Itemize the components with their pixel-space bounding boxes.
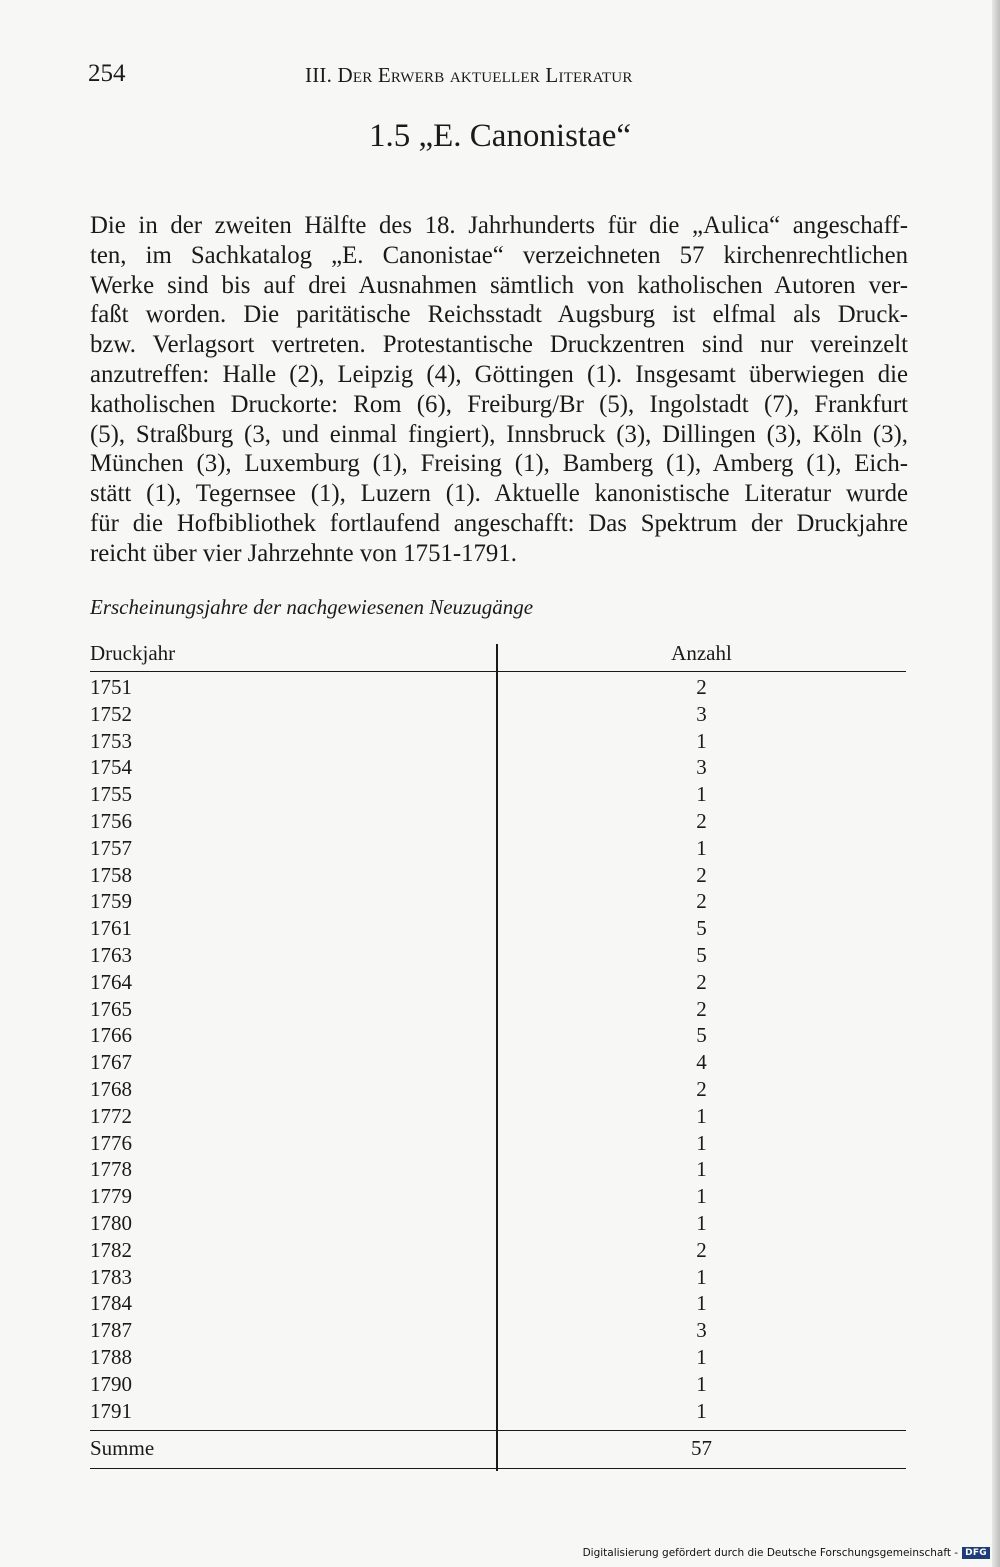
paragraph-line: München (3), Luxemburg (1), Freising (1), Bamberg (1), Amberg (1), Eich- [90, 450, 908, 478]
row-year: 1782 [90, 1237, 132, 1262]
section-title: 1.5 „E. Canonistae“ [368, 118, 632, 154]
table-row [90, 1103, 906, 1130]
table-row [90, 728, 906, 755]
table-row [90, 1398, 906, 1425]
table-row [90, 1290, 906, 1317]
row-count: 5 [696, 1023, 707, 1048]
header-count: Anzahl [671, 641, 732, 665]
row-count: 1 [696, 835, 707, 860]
row-year: 1757 [90, 835, 132, 860]
table-row [90, 1210, 906, 1237]
row-count: 5 [696, 916, 707, 941]
table-header-row [90, 634, 906, 672]
table-row [90, 808, 906, 835]
table-caption: Erscheinungsjahre der nachgewiesenen Neuzugänge [90, 595, 534, 619]
row-count: 2 [696, 675, 707, 699]
paragraph-line: anzutreffen: Halle (2), Leipzig (4), Göttingen (1). Insgesamt überwiegen die [90, 360, 908, 388]
paragraph-line: Die in der zweiten Hälfte des 18. Jahrhunderts für die „Aulica“ angeschaff- [90, 212, 908, 239]
row-year: 1766 [90, 1023, 132, 1048]
row-year: 1755 [90, 782, 132, 807]
row-count: 2 [696, 1237, 707, 1262]
paragraph-line: bzw. Verlagsort vertreten. Protestantische Druckzentren sind nur vereinzelt [90, 331, 908, 359]
row-year: 1788 [90, 1344, 132, 1369]
row-count: 1 [696, 1130, 707, 1155]
page-number: 254 [88, 60, 126, 87]
row-year: 1784 [90, 1291, 132, 1316]
table-row [90, 1371, 906, 1398]
row-year: 1751 [90, 675, 132, 699]
row-year: 1768 [90, 1076, 132, 1101]
table-row [90, 701, 906, 728]
table-row [90, 996, 906, 1023]
paragraph-line: faßt worden. Die paritätische Reichsstadt Augsburg ist elfmal als Druck- [90, 301, 908, 329]
header-year: Druckjahr [90, 641, 176, 665]
table-body [90, 672, 906, 1431]
table-row [90, 915, 906, 942]
table-row [90, 1156, 906, 1183]
table-sum-row [90, 1431, 906, 1469]
row-count: 1 [696, 1184, 707, 1209]
row-count: 2 [696, 969, 707, 994]
table-row [90, 1076, 906, 1103]
dfg-logo: DFG [962, 1547, 990, 1559]
row-count: 2 [696, 862, 707, 887]
table-row [90, 1049, 906, 1076]
sum-value: 57 [691, 1436, 712, 1460]
table-row [90, 942, 906, 969]
row-count: 4 [696, 1050, 707, 1075]
table-row [90, 835, 906, 862]
running-head: III. Der Erwerb aktueller Literatur [305, 63, 633, 87]
paragraph-line: katholischen Druckorte: Rom (6), Freiburg/Br (5), Ingolstadt (7), Frankfurt [90, 390, 908, 418]
row-year: 1791 [90, 1398, 132, 1423]
row-year: 1783 [90, 1264, 132, 1289]
row-count: 2 [696, 889, 707, 914]
row-year: 1780 [90, 1210, 132, 1235]
table-row [90, 754, 906, 781]
row-count: 1 [696, 1103, 707, 1128]
digitization-credit [583, 1546, 990, 1560]
table-row [90, 862, 906, 889]
paragraph-line: ten, im Sachkatalog „E. Canonistae“ verzeichneten 57 kirchenrechtlichen [90, 241, 908, 269]
table-row [90, 1130, 906, 1157]
row-year: 1754 [90, 755, 132, 780]
row-year: 1761 [90, 916, 132, 941]
table-row [90, 1317, 906, 1344]
row-count: 1 [696, 1344, 707, 1369]
paragraph-line: für die Hofbibliothek fortlaufend angeschafft: Das Spektrum der Druckjahre [90, 509, 908, 537]
row-count: 1 [696, 1291, 707, 1316]
paragraph-line: (5), Straßburg (3, und einmal fingiert), Innsbruck (3), Dillingen (3), Köln (3), [90, 420, 908, 448]
row-year: 1753 [90, 728, 132, 753]
page-edge-shadow [992, 0, 1000, 1567]
row-year: 1779 [90, 1184, 132, 1209]
row-count: 3 [696, 755, 707, 780]
table-row [90, 1237, 906, 1264]
table-row [90, 1183, 906, 1210]
row-year: 1787 [90, 1318, 132, 1343]
row-count: 1 [696, 728, 707, 753]
row-year: 1758 [90, 862, 132, 887]
table-row [90, 674, 906, 701]
row-year: 1790 [90, 1371, 132, 1396]
credit-text: Digitalisierung gefördert durch die Deutsche Forschungsgemeinschaft - [582, 1547, 959, 1559]
body-paragraph [90, 211, 908, 569]
row-count: 1 [696, 1398, 707, 1423]
table-row [90, 1344, 906, 1371]
row-year: 1763 [90, 942, 132, 967]
row-year: 1776 [90, 1130, 132, 1155]
row-count: 1 [696, 1157, 707, 1182]
print-years-table [90, 634, 906, 1469]
row-count: 3 [696, 1318, 707, 1343]
row-year: 1752 [90, 701, 132, 726]
table-row [90, 888, 906, 915]
row-year: 1764 [90, 969, 132, 994]
row-count: 1 [696, 782, 707, 807]
row-count: 3 [696, 701, 707, 726]
row-count: 2 [696, 996, 707, 1021]
row-year: 1756 [90, 808, 132, 833]
row-year: 1759 [90, 889, 132, 914]
row-count: 1 [696, 1371, 707, 1396]
paragraph-line: Werke sind bis auf drei Ausnahmen sämtlich von katholischen Autoren ver- [90, 271, 908, 299]
row-year: 1767 [90, 1050, 132, 1075]
row-count: 5 [696, 942, 707, 967]
table-row [90, 969, 906, 996]
row-year: 1772 [90, 1103, 132, 1128]
paragraph-line: reicht über vier Jahrzehnte von 1751-1791. [90, 539, 517, 567]
table-row [90, 1264, 906, 1291]
table-row [90, 781, 906, 808]
row-count: 2 [696, 1076, 707, 1101]
paragraph-line: stätt (1), Tegernsee (1), Luzern (1). Aktuelle kanonistische Literatur wurde [90, 480, 908, 508]
sum-label: Summe [90, 1436, 155, 1460]
row-year: 1765 [90, 996, 132, 1021]
row-count: 1 [696, 1210, 707, 1235]
row-year: 1778 [90, 1157, 132, 1182]
table-row [90, 1022, 906, 1049]
row-count: 1 [696, 1264, 707, 1289]
row-count: 2 [696, 808, 707, 833]
